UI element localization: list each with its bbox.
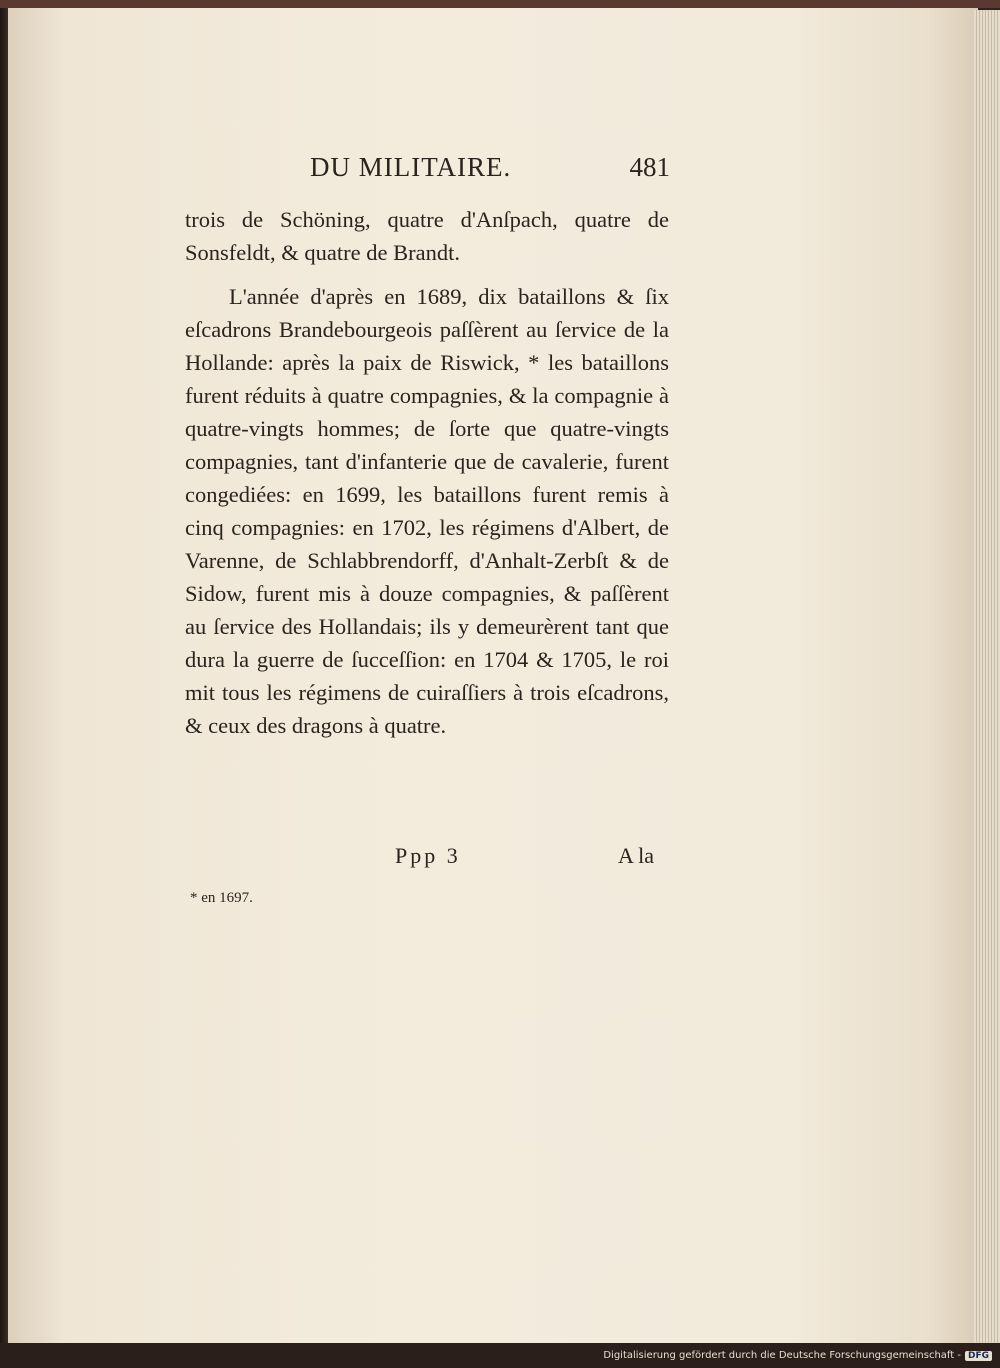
digitization-credit [603,1350,992,1361]
signature-mark: Ppp 3 [395,843,461,868]
footnote: * en 1697. [190,890,253,906]
dfg-logo: DFG [965,1351,992,1361]
body-text [185,203,669,742]
running-head [185,152,670,192]
credit-text: Digitalisierung gefördert durch die Deutsche Forschungsgemeinschaft - [603,1350,961,1361]
catchword: A la [618,843,655,868]
page-number: 481 [629,152,670,182]
paragraph-2: L'année d'après en 1689, dix bataillons & ſix eſcadrons Brandebourgeois paſſèrent au ſervice de la Hollande: après la paix de Riswick, * les bataillons furent réduits à quatre compagnies, & la compagnie à quatre-vingts hommes; de ſorte que quatre-vingts compagnies, tant d'infanterie que de cavalerie, furent congediées: en 1699, les bataillons furent remis à cinq compagnies: en 1702, les régimens d'Albert, de Varenne, de Schlabbrendorff, d'Anhalt-Zerbſt & de Sidow, furent mis à douze compagnies, & paſſèrent au ſervice des Hollandais; ils y demeurèrent tant que dura la guerre de ſucceſſion: en 1704 & 1705, le roi mit tous les régimens de cuiraſſiers à trois eſcadrons, & ceux des dragons à quatre. [185,284,669,738]
running-title: DU MILITAIRE. [310,152,512,182]
top-edge [0,0,1000,8]
paragraph-1: trois de Schöning, quatre d'Anſpach, quatre de Sonsfeldt, & quatre de Brandt. [185,207,669,265]
page-stack-edges [974,10,1000,1345]
